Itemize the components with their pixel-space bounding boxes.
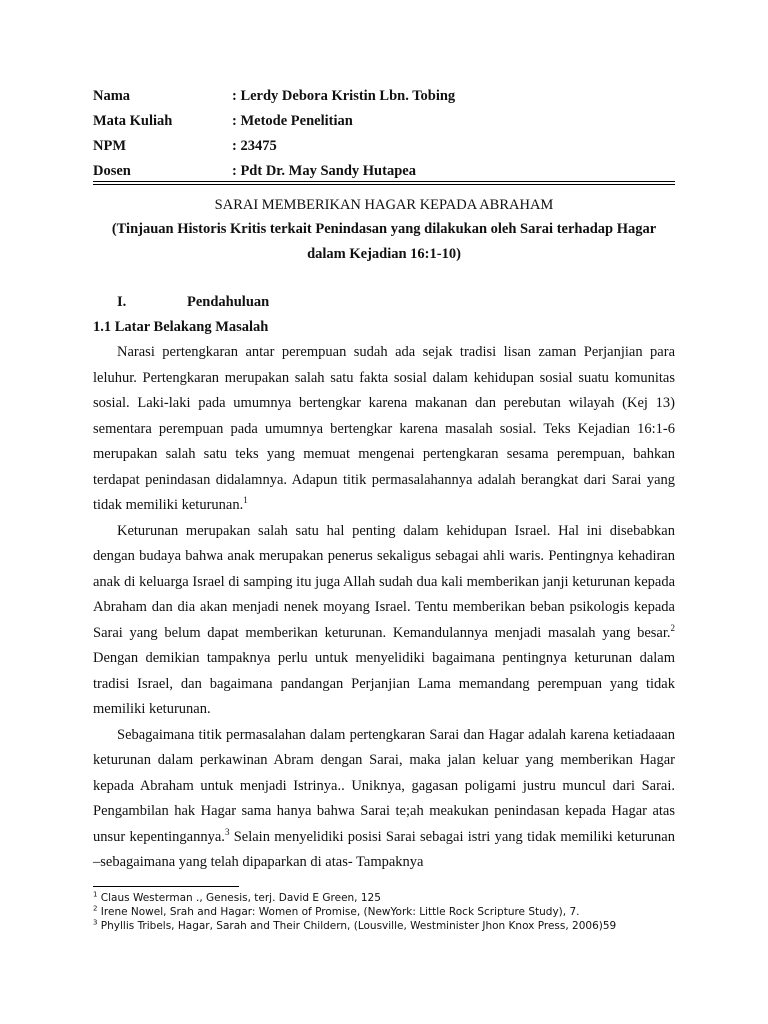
subtitle-line-1: (Tinjauan Historis Kritis terkait Penindasan yang dilakukan oleh Sarai terhadap Hagar	[111, 221, 657, 237]
subtitle-line-2: dalam Kejadian 16:1-10)	[307, 246, 461, 262]
header-key: Nama	[93, 88, 131, 104]
header-row-name	[93, 84, 675, 109]
footnote-item	[93, 905, 693, 919]
header-row-npm	[93, 134, 675, 159]
footnote-number: 2	[93, 904, 98, 913]
header-key: NPM	[93, 138, 127, 154]
paragraph-3	[93, 723, 675, 876]
header-row-course	[93, 109, 675, 134]
header-key: Mata Kuliah	[93, 113, 173, 129]
footnote-ref: 1	[243, 495, 248, 506]
paragraph-1	[93, 340, 675, 519]
paragraph-text: Dengan demikian tampaknya perlu untuk menyelidiki bagaimana pentingnya keturunan dalam tradisi Israel, dan bagaimana pandangan Perjanjian Lama memandang perempuan yang tidak memiliki keturunan.	[93, 650, 675, 717]
student-info-header	[93, 84, 675, 185]
footnote-text: Phyllis Tribels, Hagar, Sarah and Their Childern, (Lousville, Westminister Jhon Knox Press, 2006)59	[97, 920, 617, 932]
footnote-ref: 3	[224, 826, 230, 837]
document-page	[93, 84, 675, 876]
footnote-item	[93, 919, 693, 933]
footnote-text: Claus Westerman ., Genesis, terj. David E Green, 125	[97, 892, 381, 904]
header-key: Dosen	[93, 163, 131, 179]
document-subtitle	[93, 217, 675, 267]
paragraph-2	[93, 519, 675, 723]
footnote-item	[93, 891, 693, 905]
header-value: : 23475	[232, 138, 277, 154]
header-value: : Metode Penelitian	[232, 113, 353, 129]
header-value: : Pdt Dr. May Sandy Hutapea	[232, 163, 416, 179]
section-number: I.	[117, 294, 127, 310]
footnote-ref: 2	[670, 622, 675, 633]
footnote-number: 1	[93, 890, 98, 899]
paragraph-text: Selain menyelidiki posisi Sarai sebagai istri yang tidak memiliki keturunan –sebagaimana yang telah dipaparkan di atas- Tampaknya	[93, 828, 675, 870]
footnote-divider	[93, 886, 239, 887]
section-label: Pendahuluan	[187, 294, 270, 310]
document-title: SARAI MEMBERIKAN HAGAR KEPADA ABRAHAM	[214, 197, 554, 213]
footnotes	[93, 891, 693, 933]
footnote-number: 3	[93, 918, 98, 927]
footnote-text: Irene Nowel, Srah and Hagar: Women of Promise, (NewYork: Little Rock Scripture Study), 7.	[97, 906, 580, 918]
paragraph-text: Keturunan merupakan salah satu hal penting dalam kehidupan Israel. Hal ini disebabkan dengan budaya bahwa anak merupakan penerus sekaligus sebagai ahli waris. Pentingnya kehadiran anak di keluarga Israel di samping itu juga Allah sudah dua kali memberikan janji keturunan kepada Abraham dan dia akan menjadi nenek moyang Israel. Tentu memberikan beban psikologis kepada Sarai yang belum dapat memberikan keturunan. Kemandulannya menjadi masalah yang besar.	[93, 522, 675, 641]
subsection-heading: 1.1 Latar Belakang Masalah	[93, 319, 269, 335]
section-heading	[93, 290, 675, 315]
header-value: : Lerdy Debora Kristin Lbn. Tobing	[232, 88, 456, 104]
paragraph-text: Sebagaimana titik permasalahan dalam pertengkaran Sarai dan Hagar adalah karena ketiadaaan keturunan dalam perkawinan Abram dengan Sarai, maka jalan keluar yang memberikan Hagar kepada Abraham untuk menjadi Istrinya.. Uniknya, gagasan poligami justru muncul dari Sarai. Pengambilan hak Hagar sama hanya bahwa Sarai te;ah meakukan penindasan kepada Hagar atas unsur kepentingannya.	[93, 726, 675, 845]
paragraph-text: Narasi pertengkaran antar perempuan sudah ada sejak tradisi lisan zaman Perjanjian para leluhur. Pertengkaran merupakan salah satu fakta sosial dalam kehidupan sosial suatu komunitas sosial. Laki-laki pada umumnya bertengkar karena makanan dan perebutan wilayah (Kej 13) sementara perempuan pada umumnya bertengkar karena masalah sosial. Teks Kejadian 16:1-6 merupakan salah satu teks yang memuat mengenai pertengkaran sesama perempuan, bahkan terdapat penindasan didalamnya. Adapun titik permasalahannya adalah berangkat dari Sarai yang tidak memiliki keturunan.	[93, 344, 675, 513]
